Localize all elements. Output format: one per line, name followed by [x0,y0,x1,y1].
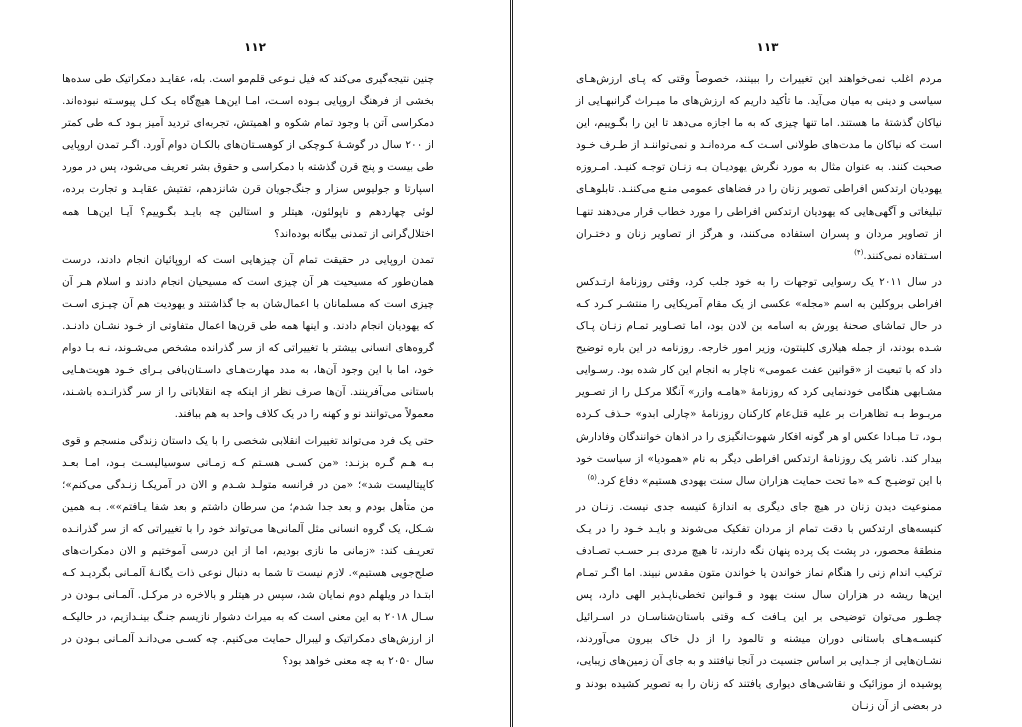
paragraph: حتی یک فرد می‌تواند تغییرات انقلابی شخصی را با یک داستان زندگی منسجم و قوی بـه هـم گـره بزنـد: «من کسـی هسـتم کـه زمـانی سوسیالیسـت بـود، امـا بعـد کاپیتالیست شد»؛ «من در فرانسه متولـد شـدم و الان در آمریکـا زنـدگی می‌کنم»؛ من متأهل بودم و بعد جدا شدم؛ من سرطان داشتم و بعد شفا یـافتم»». بـه همین شـکل، یک گروه انسانی مثل آلمانی‌ها می‌تواند خود را با تغییراتی که از سر گذرانـده تعریـف کند: «زمانی ما نازی بودیم، اما از این درسی آموختیم و الان دمکرات‌های صلح‌جویی هستیم». لازم نیست تا شما به دنبال نوعی ذات یگانـهٔ آلمـانی بگردیـد کـه ابتـدا در ویلهلم دوم نمایان شد، سپس در هیتلر و بالاخره در مرکـل. آلمـانی بـودن در سـال ۲۰۱۸ به این معنی است که به میراث دشوار نازیسم جنـگ بینـدازیم، در حالیکـه از ارزش‌های دمکراتیک و لیبرال حمایت می‌کنیم. چه کسـی می‌دانـد آلمـانی بـودن در سال ۲۰۵۰ به چه معنی خواهد بود؟ [62,434,434,668]
paragraph-text: در سال ۲۰۱۱ یک رسوایی توجهات را به خود جلب کرد، وقتی روزنامهٔ ارتـدکس افراطی بروکلین به اسم «مجله» عکسی از یک مقام آمریکایی را منتشـر کـرد کـه در حال تماشای صحنهٔ یورش به اسامه بن لادن بود، اما تصـاویر تمـام زنـان پـاک شـده بودند، از جمله هیلاری کلینتون، وزیر امور خارجه. روزنامه در این باره توضیح داد که با تبعیت از «قوانین عفت عمومی» ناچار به انجام این کار شده بود. رسـوایی مشـابهی هنگامی خودنمایی کرد که روزنامهٔ «هامـه وازر» آنگلا مرکـل را از تصـویر مربـوط بـه تظاهرات بر علیه قتل‌عام کارکنان روزنامهٔ «چارلی ابدو» حـذف کـرده بـود، تـا مبـادا عکس او هر گونه افکار شهوت‌انگیزی را در اذهان خوانندگان وفادارش بیدار کند. ناشر یک روزنامهٔ ارتدکس افراطی دیگر به نام «همودیا» از سیاست خود با این توضیـح کـه «ما تحت حمایت هزاران سال سنت یهودی هستیم» دفاع کرد. [576,275,942,487]
paragraph [576,271,942,492]
paragraph: چنین نتیجه‌گیری می‌کند که فیل نـوعی قلم‌مو است. بله، عقایـد دمکراتیک طی سده‌ها بخشی از فرهنگ اروپایی بـوده اسـت، امـا این‌هـا هیچ‌گاه یـک کـل پیوسـته نبوده‌اند. دمکراسی آتن با وجود تمام شکوه و اهمیتش، تجربه‌ای تردید آمیز بـود کـه طی کمتر از ۲۰۰ سال در گوشـهٔ کـوچکی از کوهسـتان‌های بالکـان دوام آورد. اگـر تمدن اروپایی طی بیست و پنج قرن گذشته با دمکراسی و حقوق بشر تعریف می‌شود، پس در مورد اسپارتا و جولیوس سزار و جنگ‌جویان قرن شانزدهم، تفتیش عقایـد و تجارت برده، لوئی چهاردهم و ناپولئون، هیتلر و استالین چه بایـد بگـوییم؟ آیـا این‌هـا همه اختلال‌گرانی از تمدنی بیگانه بوده‌اند؟ [62,73,434,240]
page-number: ۱۱۳ [756,40,779,54]
paragraph: تمدن اروپایی در حقیقت تمام آن چیزهایی است که اروپائیان انجام دادند، درست همان‌طور که مسیحیت هر آن چیزی است که مسیحیان انجام دادند و اسلام هـر آن چیزی است که مسلمانان با اعمال‌شان به جا گذاشتند و یهودیت هم آن چیـزی اسـت که یهودیان انجام دادند. و اینها همه طی قرن‌ها اعمال متفاوتی از خـود نشـان دادنـد. گروه‌های انسانی بیشتر با تغییراتی که از سر گذرانده مشخص می‌شـوند، نـه بـا دوام خود، اما با این وجود آن‌ها، به مدد مهارت‌هـای داسـتان‌بافی بـرای خـود هویت‌هـایی باستانی می‌آفرینند. آن‌ها صرف نظر از اینکه چه انقلاباتی را از سر گذرانـده باشـند، معمولاً می‌توانند نو و کهنه را در یک کلاف واحد به هم ببافند. [62,253,434,421]
right-page [512,0,1022,727]
paragraph-text: مردم اغلب نمی‌خواهند این تغییرات را ببینند، خصوصاً وقتی که پـای ارزش‌هـای سیاسی و دینی به میان می‌آید. ما تأکید داریم که ارزش‌های ما میـراث گرانبهـایی از نیاکان گذشتهٔ ما هستند. اما تنها چیزی که به ما اجازه می‌دهد تا این را بگـوییم، این است که نیاکان ما مدت‌های طولانی اسـت کـه مرده‌انـد و نمی‌تواننـد از طـرف خـود صحبت کنند. به عنوان مثال به مورد نگرش یهودیـان بـه زنـان توجـه کنیـد. امـروزه یهودیان ارتدکس افراطی تصویر زنان را در فضاهای عمومی منـع می‌کننـد. تابلوهـای تبلیغاتی و آگهی‌هایی که یهودیان ارتدکس افراطی را مورد خطاب قرار می‌دهند تنهـا از تصاویر مردان و پسران استفاده می‌کنند، و هرگز از تصاویر زنان و دختـران اسـتفاده نمی‌کنند. [576,73,942,262]
footnote-marker: (۴) [854,248,864,257]
page-body [576,68,942,717]
page-number: ۱۱۲ [244,40,266,54]
footnote-marker: (۵) [587,473,597,482]
paragraph [576,68,942,267]
page-body [62,68,434,673]
paragraph: ممنوعیت دیدن زنان در هیچ جای دیگری به اندازهٔ کنیسه جدی نیست. زنـان در کنیسه‌های ارتدکس با دقت تمام از مردان تفکیک می‌شوند و بایـد خـود را در یـک منطقهٔ محصور، در پشت یک پرده پنهان نگه دارند، تا هیچ مردی بـر حسـب تصـادف ترکیب اندام زنی را هنگام نماز خواندن یا خواندن متون مقدس نبیند. اما اگـر تمـام این‌ها ریشه در هزاران سال سنت یهود و قـوانین تخطی‌ناپـذیر الهی دارد، پس چطـور می‌توان توضیحی بر این یـافت کـه وقتی باستان‌شناسـان در اسـرائیل کنیسـه‌هـای باستانی دوران میشنه و تالمود را از دل خاک بیرون می‌آوردند، نشـان‌هایی از جـدایی بر اساس جنسیت در آنجا نیافتند و به جای آن زمین‌های زیبایی، پوشیده از موزائیک و نقاشی‌های دیواری یافتند که زنان را به تصویر کشیده بودند و در بعضی از آن زنـان [576,500,942,712]
